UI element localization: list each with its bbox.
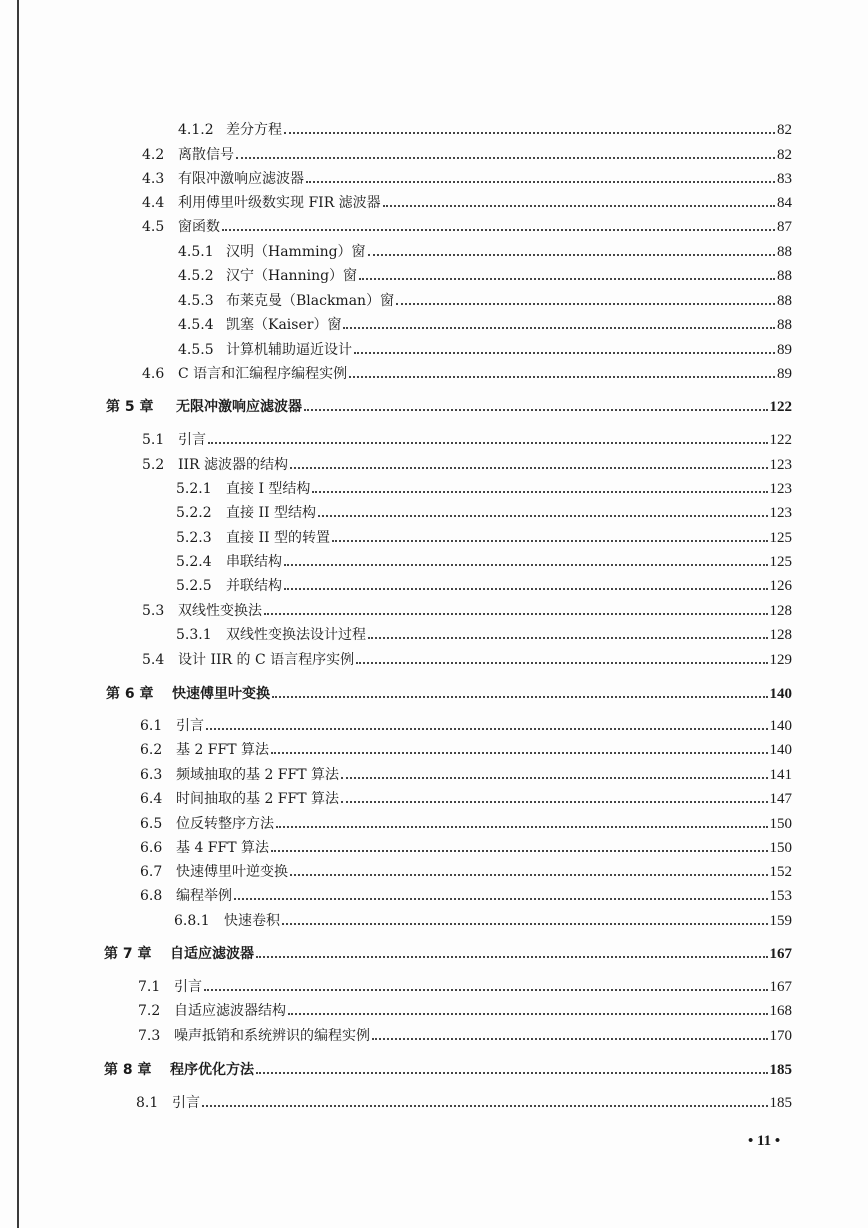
entry-page: 167 <box>769 979 792 995</box>
entry-title: 利用傅里叶级数实现 FIR 滤波器 <box>178 195 381 211</box>
entry-number: 5.2.1 <box>176 481 212 497</box>
entry-page: 129 <box>769 652 792 668</box>
toc-entry[interactable] <box>176 572 792 594</box>
entry-title: 计算机辅助逼近设计 <box>226 342 352 358</box>
entry-title: 离散信号 <box>178 147 234 163</box>
toc-entry[interactable] <box>140 712 792 734</box>
toc-entry[interactable] <box>142 360 792 382</box>
entry-page: 185 <box>769 1062 792 1078</box>
chapter-title: 程序优化方法 <box>170 1062 254 1078</box>
toc-entry[interactable] <box>178 238 792 260</box>
entry-title: 引言 <box>178 432 206 448</box>
entry-page: 128 <box>769 603 792 619</box>
toc-entry[interactable] <box>138 997 792 1019</box>
chapter-title: 自适应滤波器 <box>170 946 254 962</box>
entry-page: 153 <box>769 888 792 904</box>
entry-title: 自适应滤波器结构 <box>174 1003 286 1019</box>
entry-page: 87 <box>777 219 792 235</box>
entry-page: 88 <box>777 293 792 309</box>
dot-leader <box>206 728 768 730</box>
entry-page: 122 <box>769 399 792 415</box>
toc-chapter-entry[interactable] <box>106 680 792 702</box>
entry-page: 82 <box>777 122 792 138</box>
entry-number: 4.6 <box>142 366 165 382</box>
entry-number: 4.3 <box>142 171 165 187</box>
entry-title: 频域抽取的基 2 FFT 算法 <box>176 767 340 783</box>
dot-leader <box>349 376 775 378</box>
toc-entry[interactable] <box>142 189 792 211</box>
toc-entry[interactable] <box>138 973 792 995</box>
entry-title: IIR 滤波器的结构 <box>178 457 289 473</box>
entry-title: 引言 <box>176 718 204 734</box>
dot-leader <box>396 303 775 305</box>
entry-number: 7.1 <box>138 979 161 995</box>
dot-leader <box>368 254 775 256</box>
entry-title: 基 2 FFT 算法 <box>176 742 270 758</box>
entry-page: 128 <box>769 627 792 643</box>
toc-entry[interactable] <box>176 499 792 521</box>
entry-page: 123 <box>769 481 792 497</box>
entry-number: 5.1 <box>142 432 165 448</box>
toc-entry[interactable] <box>140 761 792 783</box>
entry-number: 8.1 <box>136 1095 159 1111</box>
dot-leader <box>343 327 775 329</box>
entry-number: 4.5.2 <box>178 268 214 284</box>
entry-page: 147 <box>769 791 792 807</box>
entry-page: 89 <box>777 342 792 358</box>
entry-number: 4.5.5 <box>178 342 214 358</box>
entry-number: 6.8.1 <box>174 913 210 929</box>
entry-page: 88 <box>777 268 792 284</box>
dot-leader <box>256 956 768 958</box>
entry-number: 7.3 <box>138 1028 161 1044</box>
entry-page: 84 <box>777 195 792 211</box>
toc-entry[interactable] <box>176 621 792 643</box>
binding-margin-line <box>17 0 19 1228</box>
entry-number: 4.2 <box>142 147 165 163</box>
entry-number: 4.5.1 <box>178 244 214 260</box>
dot-leader <box>356 662 767 664</box>
dot-leader <box>284 588 768 590</box>
dot-leader <box>276 826 768 828</box>
dot-leader <box>318 515 768 517</box>
dot-leader <box>271 752 767 754</box>
dot-leader <box>284 132 775 134</box>
entry-title: 有限冲激响应滤波器 <box>178 171 304 187</box>
entry-title: 汉宁（Hanning）窗 <box>226 268 358 284</box>
entry-title: 直接 I 型结构 <box>226 481 311 497</box>
toc-entry[interactable] <box>140 858 792 880</box>
entry-number: 5.2.4 <box>176 554 212 570</box>
entry-title: 基 4 FFT 算法 <box>176 840 270 856</box>
entry-number: 4.1.2 <box>178 122 214 138</box>
toc-chapter-entry[interactable] <box>104 1056 792 1078</box>
toc-entry[interactable] <box>138 1022 792 1044</box>
entry-title: 引言 <box>174 979 202 995</box>
entry-page: 89 <box>777 366 792 382</box>
entry-page: 140 <box>769 718 792 734</box>
toc-entry[interactable] <box>142 426 792 448</box>
entry-number: 5.2.2 <box>176 505 212 521</box>
entry-page: 167 <box>769 946 792 962</box>
dot-leader <box>256 1072 768 1074</box>
entry-page: 140 <box>769 742 792 758</box>
toc-entry[interactable] <box>142 213 792 235</box>
entry-number: 6.6 <box>140 840 163 856</box>
toc-entry[interactable] <box>140 785 792 807</box>
entry-page: 123 <box>769 505 792 521</box>
dot-leader <box>222 229 775 231</box>
entry-title: 双线性变换法设计过程 <box>226 627 366 643</box>
dot-leader <box>312 491 767 493</box>
entry-title: 编程举例 <box>176 888 232 904</box>
entry-title: 双线性变换法 <box>178 603 262 619</box>
entry-page: 125 <box>769 554 792 570</box>
entry-title: 布莱克曼（Blackman）窗 <box>226 293 395 309</box>
dot-leader <box>236 157 775 159</box>
chapter-number: 第 8 章 <box>104 1062 152 1078</box>
toc-entry[interactable] <box>178 116 792 138</box>
dot-leader <box>372 1038 768 1040</box>
dot-leader <box>368 637 768 639</box>
dot-leader <box>288 1013 768 1015</box>
entry-title: 引言 <box>172 1095 200 1111</box>
dot-leader <box>341 801 767 803</box>
entry-number: 7.2 <box>138 1003 161 1019</box>
dot-leader <box>304 409 768 411</box>
toc-chapter-entry[interactable] <box>106 393 792 415</box>
entry-page: 152 <box>769 864 792 880</box>
toc-entry[interactable] <box>140 882 792 904</box>
toc-entry[interactable] <box>142 646 792 668</box>
toc-entry[interactable] <box>178 287 792 309</box>
entry-page: 140 <box>769 686 792 702</box>
entry-title: 差分方程 <box>226 122 282 138</box>
entry-page: 150 <box>769 816 792 832</box>
entry-page: 88 <box>777 244 792 260</box>
entry-title: 并联结构 <box>226 578 282 594</box>
entry-number: 5.2.5 <box>176 578 212 594</box>
dot-leader <box>284 564 768 566</box>
entry-number: 5.2 <box>142 457 165 473</box>
toc-entry[interactable] <box>142 141 792 163</box>
dot-leader <box>359 278 775 280</box>
entry-page: 88 <box>777 317 792 333</box>
toc-chapter-entry[interactable] <box>104 940 792 962</box>
toc-entry[interactable] <box>176 475 792 497</box>
dot-leader <box>282 923 768 925</box>
entry-page: 150 <box>769 840 792 856</box>
dot-leader <box>341 777 767 779</box>
entry-title: C 语言和汇编程序编程实例 <box>178 366 348 382</box>
entry-title: 串联结构 <box>226 554 282 570</box>
dot-leader <box>354 352 775 354</box>
entry-number: 5.3.1 <box>176 627 212 643</box>
dot-leader <box>271 850 767 852</box>
entry-page: 126 <box>769 578 792 594</box>
entry-title: 设计 IIR 的 C 语言程序实例 <box>178 652 355 668</box>
toc-entry[interactable] <box>178 336 792 358</box>
dot-leader <box>332 540 768 542</box>
toc-entry[interactable] <box>140 736 792 758</box>
entry-title: 汉明（Hamming）窗 <box>226 244 366 260</box>
entry-page: 82 <box>777 147 792 163</box>
dot-leader <box>208 442 768 444</box>
entry-title: 直接 II 型结构 <box>226 505 316 521</box>
entry-page: 123 <box>769 457 792 473</box>
toc-entry[interactable] <box>174 907 792 929</box>
entry-number: 6.3 <box>140 767 163 783</box>
dot-leader <box>204 989 768 991</box>
dot-leader <box>290 874 768 876</box>
entry-page: 122 <box>769 432 792 448</box>
entry-title: 快速卷积 <box>224 913 280 929</box>
toc-entry[interactable] <box>140 810 792 832</box>
entry-number: 6.7 <box>140 864 163 880</box>
entry-title: 时间抽取的基 2 FFT 算法 <box>176 791 340 807</box>
page-number-footer: • 11 • <box>748 1133 781 1149</box>
entry-number: 5.2.3 <box>176 530 212 546</box>
entry-title: 噪声抵销和系统辨识的编程实例 <box>174 1028 370 1044</box>
entry-number: 6.8 <box>140 888 163 904</box>
toc-entry[interactable] <box>176 524 792 546</box>
entry-number: 6.2 <box>140 742 163 758</box>
entry-number: 5.4 <box>142 652 165 668</box>
entry-number: 6.4 <box>140 791 163 807</box>
entry-number: 6.1 <box>140 718 163 734</box>
entry-page: 125 <box>769 530 792 546</box>
dot-leader <box>234 898 768 900</box>
toc-entry[interactable] <box>140 834 792 856</box>
entry-title: 位反转整序方法 <box>176 816 274 832</box>
dot-leader <box>202 1105 768 1107</box>
toc-entry[interactable] <box>178 262 792 284</box>
dot-leader <box>306 181 775 183</box>
chapter-number: 第 5 章 <box>106 399 154 415</box>
entry-number: 4.5 <box>142 219 165 235</box>
dot-leader <box>290 467 767 469</box>
entry-title: 直接 II 型的转置 <box>226 530 330 546</box>
toc-entry[interactable] <box>142 165 792 187</box>
dot-leader <box>383 205 775 207</box>
entry-page: 168 <box>769 1003 792 1019</box>
entry-page: 83 <box>777 171 792 187</box>
entry-title: 窗函数 <box>178 219 220 235</box>
entry-number: 5.3 <box>142 603 165 619</box>
chapter-number: 第 7 章 <box>104 946 152 962</box>
entry-number: 4.4 <box>142 195 165 211</box>
dot-leader <box>272 696 768 698</box>
dot-leader <box>264 613 768 615</box>
toc-entry[interactable] <box>142 597 792 619</box>
entry-number: 4.5.3 <box>178 293 214 309</box>
entry-title: 凯塞（Kaiser）窗 <box>226 317 342 333</box>
entry-page: 170 <box>769 1028 792 1044</box>
entry-page: 141 <box>769 767 792 783</box>
entry-number: 4.5.4 <box>178 317 214 333</box>
entry-title: 快速傅里叶逆变换 <box>176 864 288 880</box>
toc-entry[interactable] <box>178 311 792 333</box>
toc-entry[interactable] <box>176 548 792 570</box>
chapter-title: 快速傅里叶变换 <box>172 686 270 702</box>
entry-page: 185 <box>769 1095 792 1111</box>
chapter-number: 第 6 章 <box>106 686 154 702</box>
chapter-title: 无限冲激响应滤波器 <box>176 399 302 415</box>
entry-number: 6.5 <box>140 816 163 832</box>
toc-entry[interactable] <box>142 451 792 473</box>
toc-entry[interactable] <box>136 1089 792 1111</box>
entry-page: 159 <box>769 913 792 929</box>
